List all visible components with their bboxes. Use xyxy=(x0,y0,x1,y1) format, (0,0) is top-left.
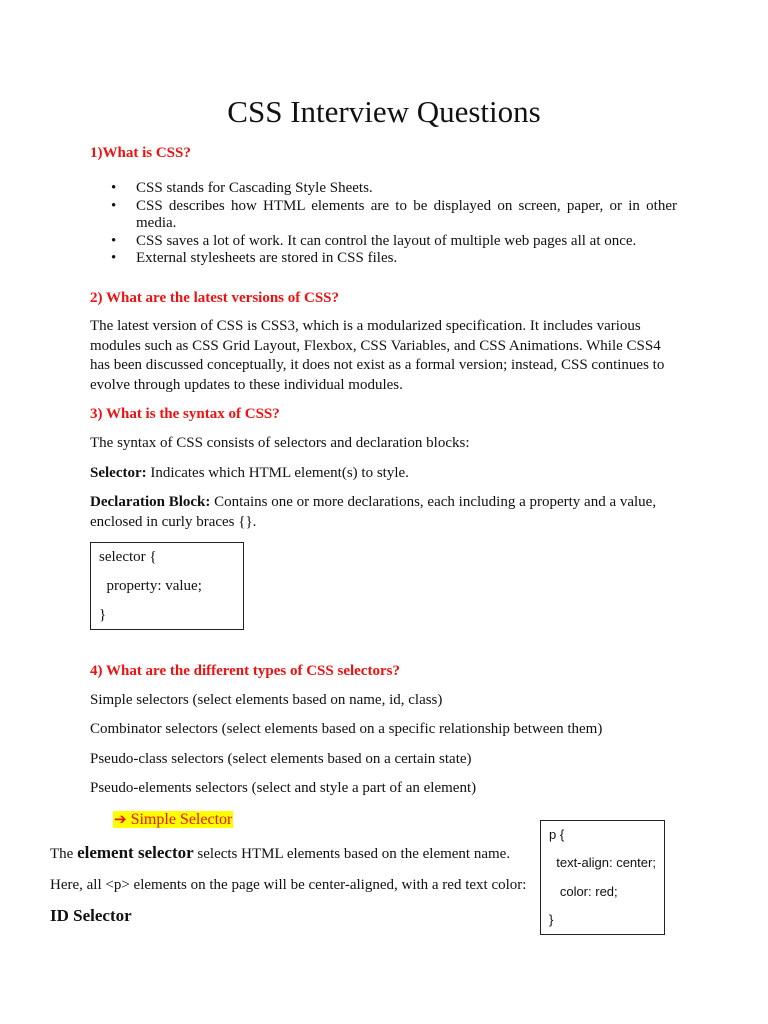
id-selector-heading: ID Selector xyxy=(50,906,132,925)
element-selector-sentence xyxy=(50,843,510,864)
selector-label: Selector: xyxy=(90,465,147,481)
element-prefix: The xyxy=(50,846,78,862)
list-item-text: External stylesheets are stored in CSS files. xyxy=(136,250,398,266)
bullet-icon: • xyxy=(111,250,117,266)
question-3-heading: 3) What is the syntax of CSS? xyxy=(90,406,280,422)
center-align-sentence: Here, all <p> elements on the page will be center-aligned, with a red text color: xyxy=(50,877,527,893)
bullet-icon: • xyxy=(111,180,117,196)
p-example-code-box xyxy=(540,820,665,935)
code-line: p { xyxy=(549,827,565,842)
simple-selector-heading xyxy=(113,809,233,830)
list-item-text: CSS saves a lot of work. It can control the layout of multiple web pages all at once. xyxy=(136,232,637,249)
code-line: property: value; xyxy=(99,578,202,594)
code-line: } xyxy=(99,607,107,623)
list-item xyxy=(90,198,677,233)
list-item xyxy=(90,180,677,198)
declaration-label: Declaration Block: xyxy=(90,494,211,510)
code-line: color: red; xyxy=(549,884,618,899)
question-1-heading: 1)What is CSS? xyxy=(90,145,191,161)
q2-paragraph: The latest version of CSS is CSS3, which is a modularized specification. It includes various modules such as CSS Grid Layout, Flexbox, CSS Variables, and CSS Animations. While CSS4 has been discussed conceptually, it does not exist as a formal version; instead, CSS continues to evolve through updates to these individual modules. xyxy=(90,318,665,393)
q1-bullet-list xyxy=(90,180,677,268)
selector-type-item: Simple selectors (select elements based on name, id, class) xyxy=(90,692,443,708)
selector-type-item: Pseudo-class selectors (select elements based on a certain state) xyxy=(90,751,472,767)
bullet-icon: • xyxy=(111,232,117,249)
simple-selector-label: Simple Selector xyxy=(130,811,233,828)
element-selector-term: element selector xyxy=(77,843,194,862)
code-line: selector { xyxy=(99,549,157,565)
list-item-text: CSS describes how HTML elements are to be displayed on screen, paper, or in other media. xyxy=(136,197,677,231)
question-4-heading: 4) What are the different types of CSS selectors? xyxy=(90,663,400,679)
bullet-icon: • xyxy=(111,197,117,214)
selector-type-item: Pseudo-elements selectors (select and style a part of an element) xyxy=(90,780,477,796)
q3-selector-definition xyxy=(90,464,670,484)
declaration-text: Contains one or more declarations, each including a property and a value, enclosed in curly braces {}. xyxy=(90,494,657,530)
question-2-heading: 2) What are the latest versions of CSS? xyxy=(90,290,340,306)
page-title: CSS Interview Questions xyxy=(227,94,541,129)
list-item xyxy=(90,233,677,251)
selector-type-item: Combinator selectors (select elements based on a specific relationship between them) xyxy=(90,721,603,737)
list-item-text: CSS stands for Cascading Style Sheets. xyxy=(136,180,373,196)
code-line: text-align: center; xyxy=(549,855,656,870)
element-suffix: selects HTML elements based on the element name. xyxy=(193,846,511,862)
q3-intro: The syntax of CSS consists of selectors and declaration blocks: xyxy=(90,435,470,451)
list-item xyxy=(90,250,677,268)
code-line: } xyxy=(549,912,554,927)
syntax-code-box xyxy=(90,542,244,630)
q3-declaration-definition xyxy=(90,493,670,532)
selector-text: Indicates which HTML element(s) to style. xyxy=(146,465,409,481)
arrow-right-icon: ➔ xyxy=(114,810,127,828)
